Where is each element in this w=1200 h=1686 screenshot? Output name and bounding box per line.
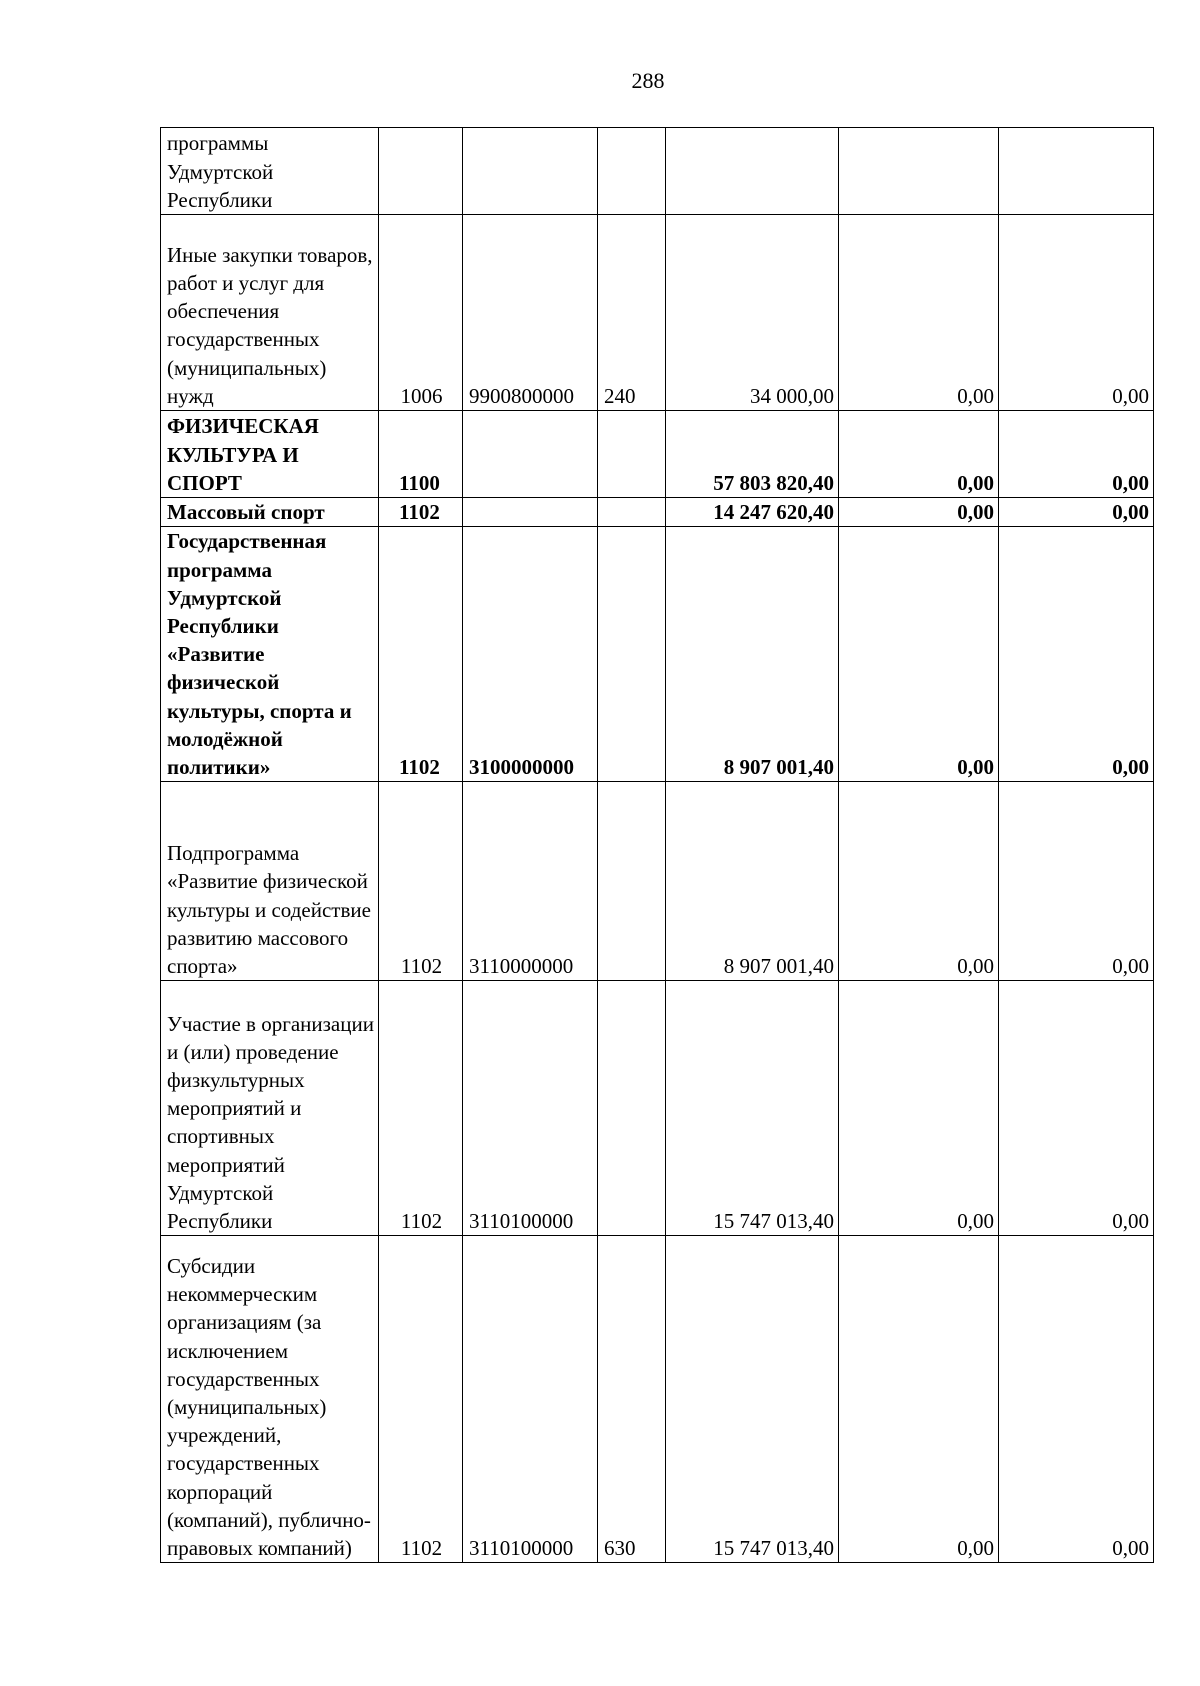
row-amount-1-cell: 14 247 620,40 [666, 498, 839, 527]
row-name-cell: программы Удмуртской Республики [161, 128, 379, 215]
row-amount-2-cell [839, 128, 999, 215]
row-amount-1-cell: 15 747 013,40 [666, 981, 839, 1236]
row-name-cell: Массовый спорт [161, 498, 379, 527]
row-expense-type-cell [598, 782, 666, 981]
row-target-article-cell: 3110000000 [463, 782, 598, 981]
row-section-code-cell [379, 128, 463, 215]
row-expense-type-cell [598, 498, 666, 527]
page-number: 288 [631, 68, 665, 93]
row-expense-type-cell [598, 527, 666, 782]
table-row [161, 128, 1154, 215]
row-amount-1-cell: 15 747 013,40 [666, 1236, 839, 1563]
row-expense-type-cell [598, 128, 666, 215]
budget-table [160, 127, 1154, 1563]
row-section-code-cell: 1102 [379, 527, 463, 782]
row-name-cell: Иные закупки товаров, работ и услуг для обеспечения государственных (муниципальных) нужд [161, 215, 379, 411]
row-name-cell: Субсидии некоммерческим организациям (за исключением государственных (муниципальных) учреждений, государственных корпораций (компаний), публично-правовых компаний) [161, 1236, 379, 1563]
row-section-code-cell: 1006 [379, 215, 463, 411]
row-amount-1-cell [666, 128, 839, 215]
row-amount-2-cell: 0,00 [839, 411, 999, 498]
row-target-article-cell: 9900800000 [463, 215, 598, 411]
row-amount-2-cell: 0,00 [839, 498, 999, 527]
row-amount-3-cell: 0,00 [999, 411, 1154, 498]
row-name-cell: ФИЗИЧЕСКАЯ КУЛЬТУРА И СПОРТ [161, 411, 379, 498]
row-amount-2-cell: 0,00 [839, 527, 999, 782]
row-name-cell: Государственная программа Удмуртской Республики «Развитие физической культуры, спорта и молодёжной политики» [161, 527, 379, 782]
row-target-article-cell [463, 128, 598, 215]
table-row [161, 527, 1154, 782]
row-target-article-cell: 3110100000 [463, 1236, 598, 1563]
row-target-article-cell: 3110100000 [463, 981, 598, 1236]
row-amount-3-cell: 0,00 [999, 782, 1154, 981]
table-body [161, 128, 1154, 1563]
row-amount-3-cell: 0,00 [999, 527, 1154, 782]
table-row [161, 411, 1154, 498]
row-amount-2-cell: 0,00 [839, 782, 999, 981]
table-row [161, 498, 1154, 527]
row-amount-1-cell: 8 907 001,40 [666, 782, 839, 981]
row-amount-3-cell [999, 128, 1154, 215]
row-section-code-cell: 1100 [379, 411, 463, 498]
row-name-cell: Участие в организации и (или) проведение физкультурных мероприятий и спортивных мероприятий Удмуртской Республики [161, 981, 379, 1236]
row-amount-3-cell: 0,00 [999, 981, 1154, 1236]
row-amount-3-cell: 0,00 [999, 215, 1154, 411]
row-amount-3-cell: 0,00 [999, 1236, 1154, 1563]
row-section-code-cell: 1102 [379, 498, 463, 527]
row-section-code-cell: 1102 [379, 981, 463, 1236]
row-amount-1-cell: 34 000,00 [666, 215, 839, 411]
row-expense-type-cell [598, 411, 666, 498]
row-amount-2-cell: 0,00 [839, 981, 999, 1236]
table-row [161, 215, 1154, 411]
table-row [161, 782, 1154, 981]
table-row [161, 1236, 1154, 1563]
row-amount-1-cell: 8 907 001,40 [666, 527, 839, 782]
row-section-code-cell: 1102 [379, 782, 463, 981]
row-amount-2-cell: 0,00 [839, 215, 999, 411]
table-row [161, 981, 1154, 1236]
row-target-article-cell [463, 498, 598, 527]
row-expense-type-cell [598, 981, 666, 1236]
row-target-article-cell: 3100000000 [463, 527, 598, 782]
row-expense-type-cell: 240 [598, 215, 666, 411]
row-amount-1-cell: 57 803 820,40 [666, 411, 839, 498]
row-name-cell: Подпрограмма «Развитие физической культуры и содействие развитию массового спорта» [161, 782, 379, 981]
row-section-code-cell: 1102 [379, 1236, 463, 1563]
row-expense-type-cell: 630 [598, 1236, 666, 1563]
row-amount-2-cell: 0,00 [839, 1236, 999, 1563]
row-amount-3-cell: 0,00 [999, 498, 1154, 527]
row-target-article-cell [463, 411, 598, 498]
